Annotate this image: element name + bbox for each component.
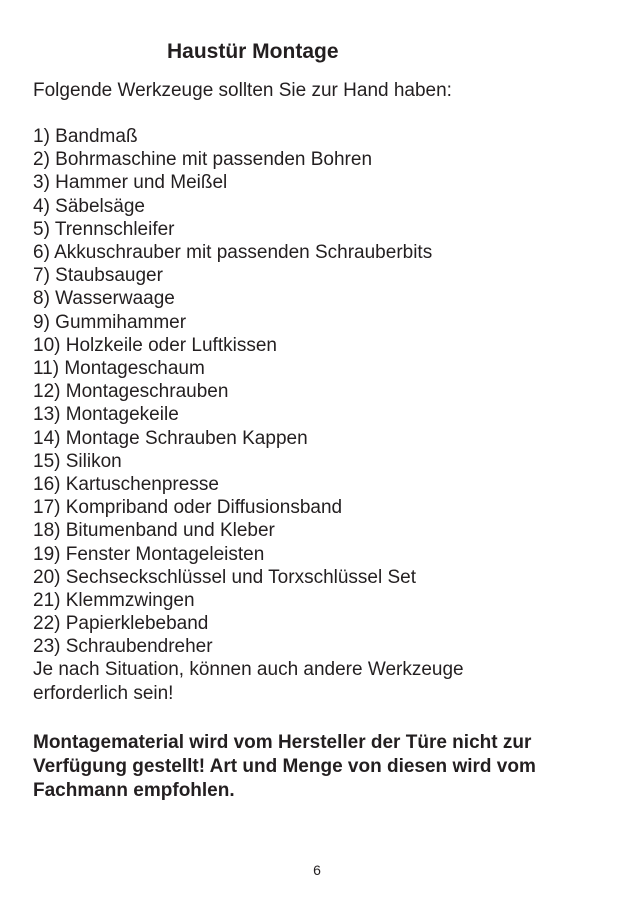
warning-line: Montagematerial wird vom Hersteller der Türe nicht zur — [33, 732, 532, 753]
list-item: 16) Kartuschenpresse — [33, 474, 219, 496]
list-item: 2) Bohrmaschine mit passenden Bohren — [33, 149, 373, 171]
list-item: 1) Bandmaß — [33, 126, 138, 147]
list-item: 6) Akkuschrauber mit passenden Schrauberbits — [33, 242, 433, 264]
list-item: 15) Silikon — [33, 450, 122, 472]
note-text — [33, 658, 593, 705]
list-item: 20) Sechseckschlüssel und Torxschlüssel Set — [33, 566, 417, 588]
list-item: 13) Montagekeile — [33, 404, 179, 426]
page-title: Haustür Montage — [167, 40, 339, 63]
list-item: 14) Montage Schrauben Kappen — [33, 427, 308, 449]
list-item: 23) Schraubendreher — [33, 636, 213, 658]
list-item: 12) Montageschrauben — [33, 381, 229, 403]
page-number: 6 — [313, 862, 321, 878]
list-item: 19) Fenster Montageleisten — [33, 543, 265, 565]
warning-line: Fachmann empfohlen. — [33, 780, 235, 801]
list-item: 4) Säbelsäge — [33, 195, 145, 217]
list-item: 21) Klemmzwingen — [33, 590, 195, 612]
list-item: 7) Staubsauger — [33, 265, 163, 287]
warning-text — [33, 731, 613, 803]
list-item: 5) Trennschleifer — [33, 218, 175, 240]
list-item: 9) Gummihammer — [33, 311, 187, 333]
list-item: 8) Wasserwaage — [33, 288, 175, 310]
list-item: 11) Montageschaum — [33, 358, 205, 380]
note-line: erforderlich sein! — [33, 682, 174, 704]
list-item: 18) Bitumenband und Kleber — [33, 520, 275, 542]
tool-list — [33, 125, 432, 659]
intro-text: Folgende Werkzeuge sollten Sie zur Hand haben: — [33, 80, 452, 101]
list-item: 10) Holzkeile oder Luftkissen — [33, 334, 277, 356]
note-line: Je nach Situation, können auch andere Werkzeuge — [33, 659, 464, 680]
list-item: 22) Papierklebeband — [33, 613, 209, 635]
list-item: 17) Kompriband oder Diffusionsband — [33, 497, 343, 519]
warning-line: Verfügung gestellt! Art und Menge von diesen wird vom — [33, 756, 536, 777]
list-item: 3) Hammer und Meißel — [33, 172, 228, 194]
